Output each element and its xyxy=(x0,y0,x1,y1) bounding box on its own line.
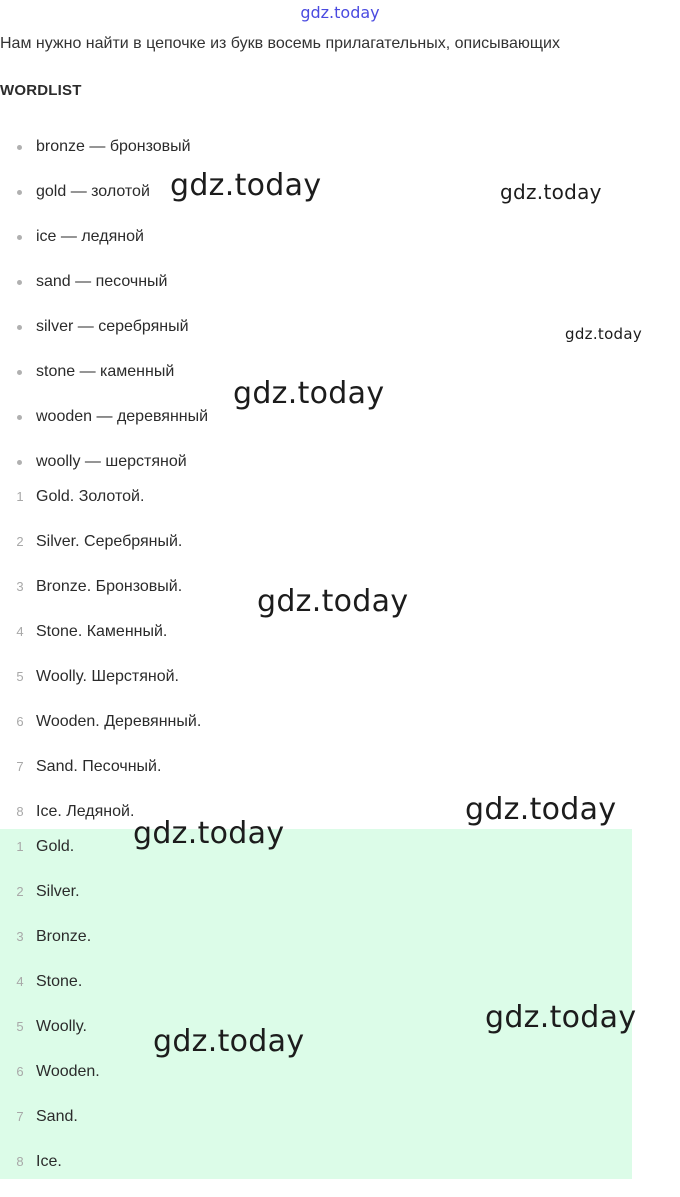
item-number: 6 xyxy=(16,1064,24,1079)
item-number: 7 xyxy=(16,759,24,774)
translation-item xyxy=(0,487,680,532)
wordlist-item xyxy=(0,227,680,272)
wordlist-item-text: sand — песочный xyxy=(36,273,168,290)
translation-text: Silver. Серебряный. xyxy=(36,533,183,550)
watermark: gdz.today xyxy=(170,168,322,203)
wordlist-item-text: gold — золотой xyxy=(36,183,150,200)
item-number: 1 xyxy=(16,839,24,854)
answer-text: Bronze. xyxy=(36,928,92,945)
translation-text: Bronze. Бронзовый. xyxy=(36,578,183,595)
wordlist-item xyxy=(0,272,680,317)
watermark: gdz.today xyxy=(153,1024,305,1059)
translation-item xyxy=(0,532,680,577)
watermark: gdz.today xyxy=(465,792,617,827)
answer-item xyxy=(0,927,680,972)
item-number: 5 xyxy=(16,1019,24,1034)
bullet-icon xyxy=(17,280,22,285)
wordlist-item-text: stone — каменный xyxy=(36,363,175,380)
bullet-icon xyxy=(17,145,22,150)
item-number: 6 xyxy=(16,714,24,729)
bullet-icon xyxy=(17,460,22,465)
wordlist-item xyxy=(0,407,680,452)
item-number: 2 xyxy=(16,884,24,899)
item-number: 8 xyxy=(16,1154,24,1169)
wordlist-item-text: silver — серебряный xyxy=(36,318,189,335)
answer-text: Wooden. xyxy=(36,1063,100,1080)
wordlist-item-text: ice — ледяной xyxy=(36,228,144,245)
bullet-icon xyxy=(17,325,22,330)
answer-text: Silver. xyxy=(36,883,80,900)
answer-text: Stone. xyxy=(36,973,83,990)
watermark: gdz.today xyxy=(257,584,409,619)
translation-text: Woolly. Шерстяной. xyxy=(36,668,179,685)
intro-text: Нам нужно найти в цепочке из букв восемь прилагательных, описывающих xyxy=(0,35,560,52)
translation-text: Ice. Ледяной. xyxy=(36,803,135,820)
watermark: gdz.today xyxy=(485,1000,637,1035)
answer-item xyxy=(0,1062,680,1107)
translation-text: Stone. Каменный. xyxy=(36,623,168,640)
answer-text: Woolly. xyxy=(36,1018,87,1035)
watermark: gdz.today xyxy=(133,816,285,851)
answer-item xyxy=(0,1152,680,1197)
watermark: gdz.today xyxy=(565,325,643,343)
item-number: 4 xyxy=(16,624,24,639)
bullet-icon xyxy=(17,370,22,375)
answer-text: Ice. xyxy=(36,1153,62,1170)
bullet-icon xyxy=(17,235,22,240)
translation-text: Gold. Золотой. xyxy=(36,488,145,505)
translation-item xyxy=(0,712,680,757)
item-number: 7 xyxy=(16,1109,24,1124)
watermark: gdz.today xyxy=(500,180,602,204)
bullet-icon xyxy=(17,190,22,195)
translation-text: Sand. Песочный. xyxy=(36,758,162,775)
answer-text: Sand. xyxy=(36,1108,78,1125)
answer-text: Gold. xyxy=(36,838,75,855)
wordlist-item-text: wooden — деревянный xyxy=(36,408,209,425)
bullet-icon xyxy=(17,415,22,420)
item-number: 8 xyxy=(16,804,24,819)
item-number: 2 xyxy=(16,534,24,549)
item-number: 4 xyxy=(16,974,24,989)
item-number: 1 xyxy=(16,489,24,504)
translation-text: Wooden. Деревянный. xyxy=(36,713,202,730)
wordlist-item xyxy=(0,137,680,182)
translation-item xyxy=(0,622,680,667)
item-number: 3 xyxy=(16,929,24,944)
answer-item xyxy=(0,837,680,882)
wordlist-item-text: woolly — шерстяной xyxy=(36,453,187,470)
translation-item xyxy=(0,667,680,712)
answer-item xyxy=(0,882,680,927)
wordlist-heading: WORDLIST xyxy=(0,82,82,99)
watermark: gdz.today xyxy=(233,376,385,411)
answer-item xyxy=(0,1107,680,1152)
item-number: 3 xyxy=(16,579,24,594)
item-number: 5 xyxy=(16,669,24,684)
wordlist-item-text: bronze — бронзовый xyxy=(36,138,191,155)
top-watermark: gdz.today xyxy=(300,3,380,22)
